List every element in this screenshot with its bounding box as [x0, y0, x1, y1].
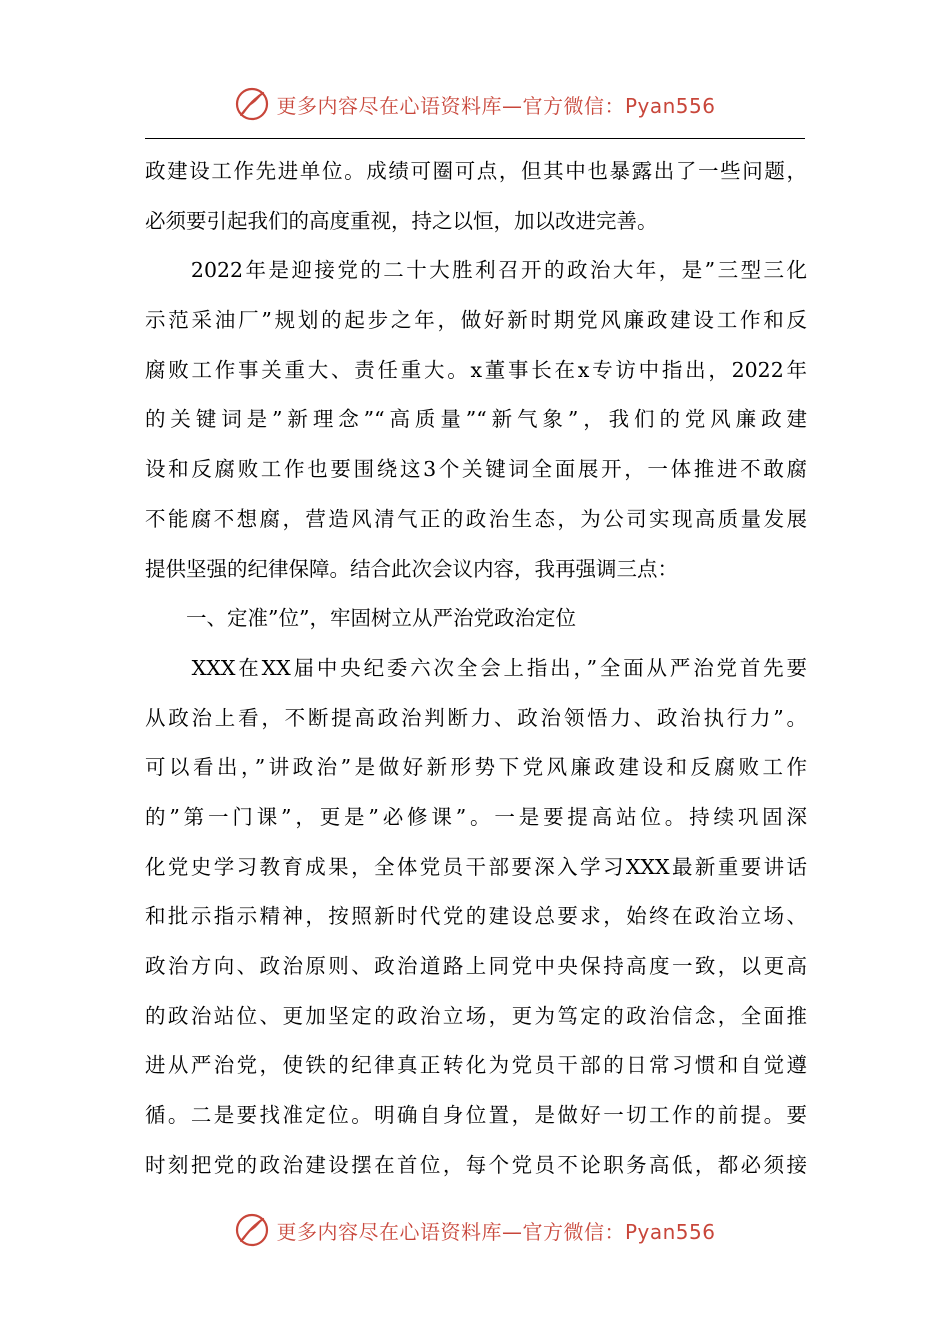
- header-banner-text: 更多内容尽在心语资料库—官方微信：Pyan556: [276, 93, 716, 118]
- text-line: 不能腐不想腐，营造风清气正的政治生态，为公司实现高质量发展: [145, 506, 807, 531]
- text-line: 可以看出，”讲政治”是做好新形势下党风廉政建设和反腐败工作: [145, 755, 807, 780]
- header-divider: [145, 138, 805, 139]
- section-heading: 一、定准”位”，牢固树立从严治党政治定位: [145, 606, 576, 631]
- text-line: 必须要引起我们的高度重视，持之以恒，加以改进完善。: [145, 208, 658, 233]
- quill-logo-icon: [234, 86, 270, 122]
- quill-logo-icon: [234, 1212, 270, 1248]
- text-line: 政治方向、政治原则、政治道路上同党中央保持高度一致，以更高: [145, 954, 807, 978]
- text-line: 进从严治党，使铁的纪律真正转化为党员干部的日常习惯和自觉遵: [145, 1053, 807, 1078]
- text-line: 设和反腐败工作也要围绕这3个关键词全面展开，一体推进不敢腐: [145, 457, 807, 482]
- footer-banner-text: 更多内容尽在心语资料库—官方微信：Pyan556: [276, 1219, 716, 1244]
- footer-banner: [0, 1210, 950, 1250]
- document-body: [145, 147, 807, 1190]
- text-line: 和批示指示精神，按照新时代党的建设总要求，始终在政治立场、: [145, 904, 807, 929]
- text-line: 2022年是迎接党的二十大胜利召开的政治大年，是”三型三化: [145, 258, 807, 283]
- text-line: 腐败工作事关重大、责任重大。x董事长在x专访中指出，2022年: [145, 357, 807, 382]
- text-line: 的关键词是”新理念”“高质量”“新气象”，我们的党风廉政建: [145, 407, 807, 432]
- text-line: 时刻把党的政治建设摆在首位，每个党员不论职务高低，都必须接: [145, 1152, 807, 1177]
- text-line: XXX在XX届中央纪委六次全会上指出，”全面从严治党首先要: [145, 655, 807, 680]
- text-line: 的”第一门课”，更是”必修课”。一是要提高站位。持续巩固深: [145, 804, 807, 829]
- text-line: 示范采油厂”规划的起步之年，做好新时期党风廉政建设工作和反: [145, 308, 807, 333]
- text-line: 政建设工作先进单位。成绩可圈可点，但其中也暴露出了一些问题，: [145, 159, 807, 183]
- text-line: 提供坚强的纪律保障。结合此次会议内容，我再强调三点：: [145, 556, 678, 581]
- text-line: 循。二是要找准定位。明确自身位置，是做好一切工作的前提。要: [145, 1103, 807, 1128]
- header-banner: [0, 84, 950, 124]
- text-line: 从政治上看，不断提高政治判断力、政治领悟力、政治执行力”。: [145, 705, 807, 730]
- text-line: 化党史学习教育成果，全体党员干部要深入学习XXX最新重要讲话: [145, 854, 807, 879]
- text-line: 的政治站位、更加坚定的政治立场，更为笃定的政治信念，全面推: [145, 1003, 807, 1028]
